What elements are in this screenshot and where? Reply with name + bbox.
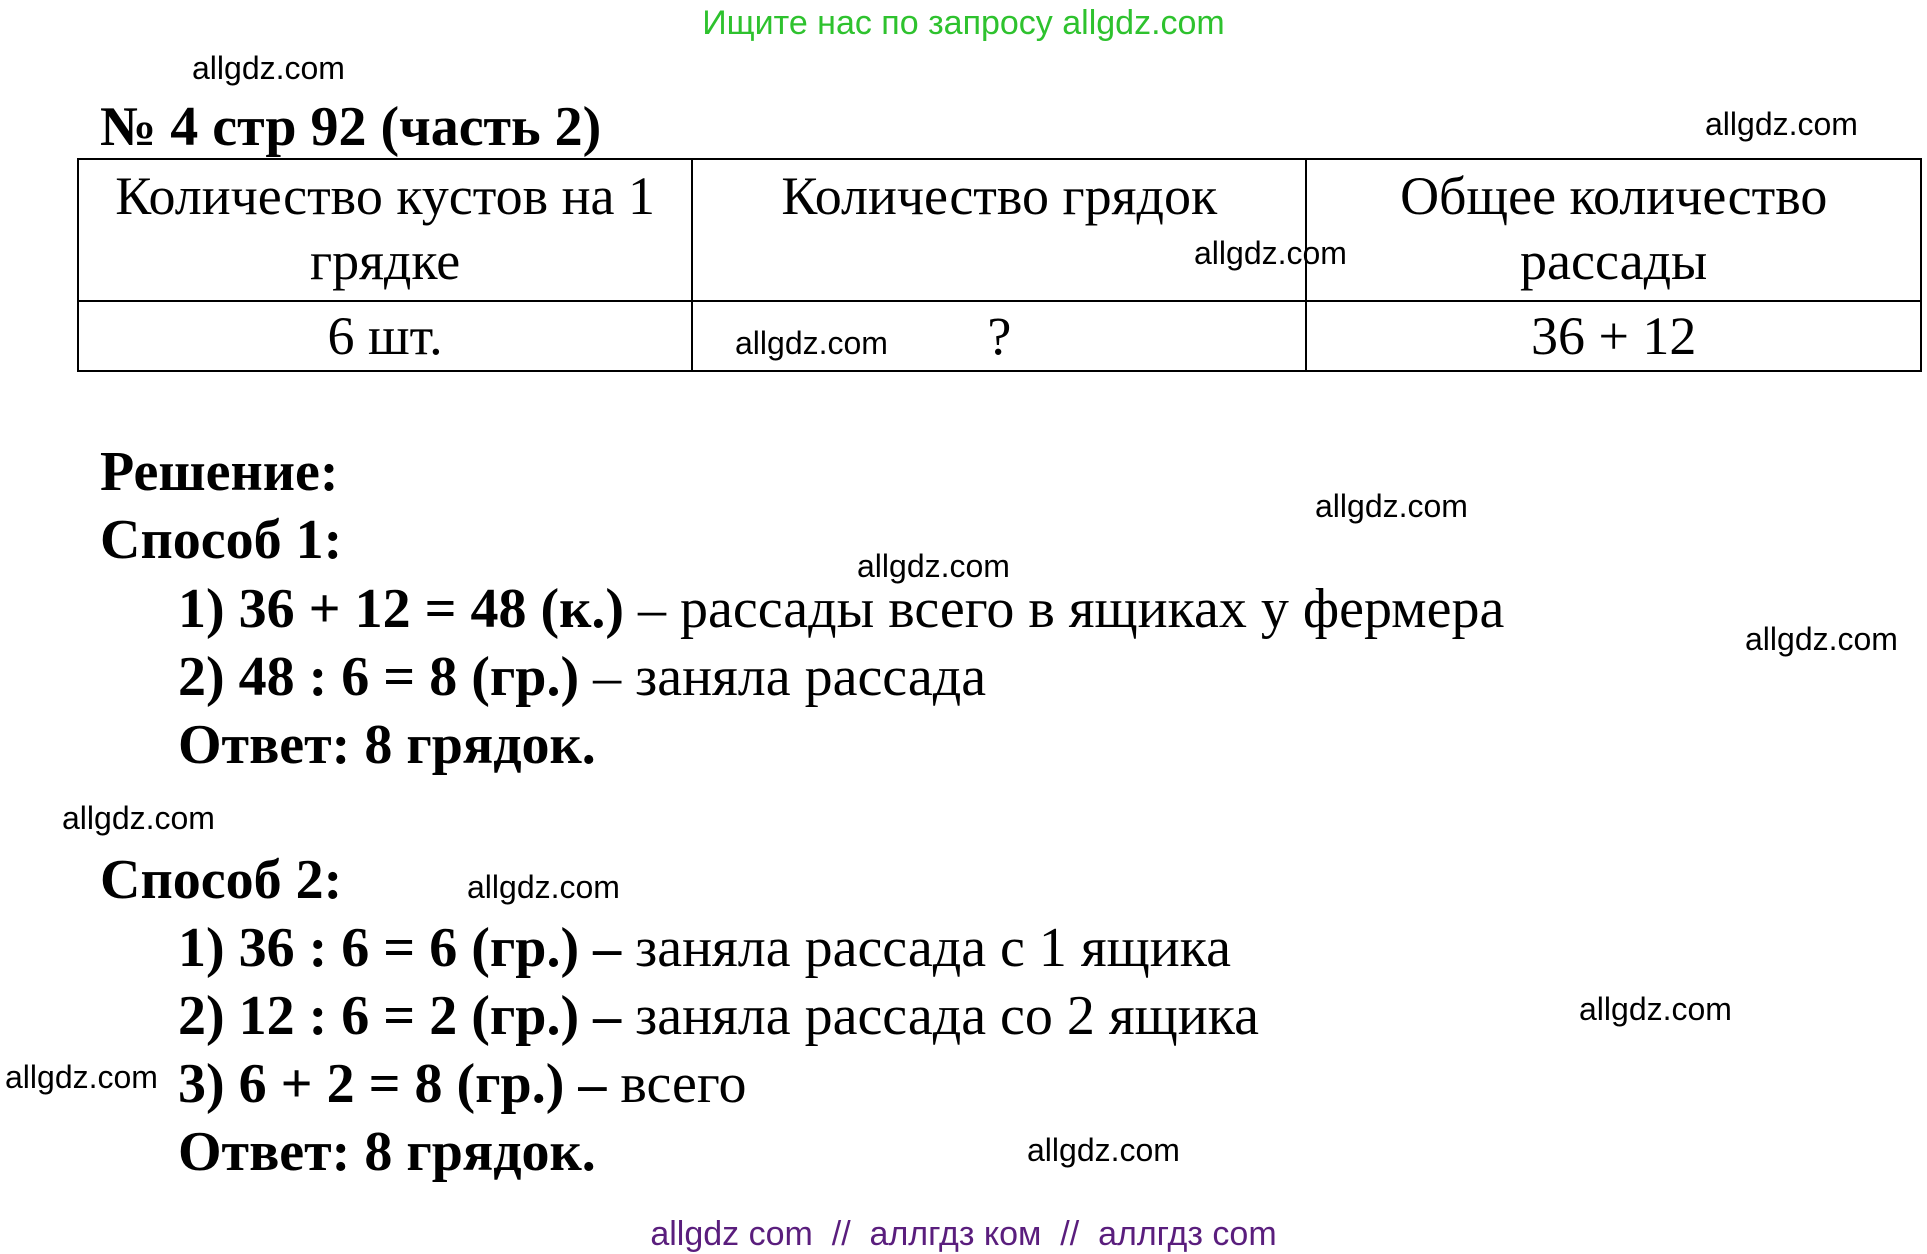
table-header-cell: Количество грядок bbox=[692, 159, 1306, 301]
problem-title: № 4 стр 92 (часть 2) bbox=[100, 96, 602, 158]
footer-links: allgdz com // аллгдз ком // аллгдз com bbox=[650, 1215, 1277, 1253]
method-1-answer: Ответ: 8 грядок. bbox=[178, 714, 596, 776]
method-2-step-2 bbox=[178, 984, 1259, 1048]
method-2-answer: Ответ: 8 грядок. bbox=[178, 1121, 596, 1183]
watermark: allgdz.com bbox=[1315, 488, 1468, 524]
watermark: allgdz.com bbox=[192, 50, 345, 86]
watermark: allgdz.com bbox=[1579, 991, 1732, 1027]
data-table bbox=[77, 158, 1922, 372]
watermark: allgdz.com bbox=[62, 800, 215, 836]
table-header-row bbox=[78, 159, 1921, 301]
step-number: 2) bbox=[178, 985, 225, 1047]
top-banner: Ищите нас по запросу allgdz.com bbox=[702, 4, 1225, 42]
step-expression: 36 + 12 = 48 (к.) bbox=[238, 578, 625, 640]
watermark: allgdz.com bbox=[857, 548, 1010, 584]
watermark: allgdz.com bbox=[1705, 106, 1858, 142]
step-expression: 36 : 6 = 6 (гр.) bbox=[238, 917, 580, 979]
method-2-heading: Способ 2: bbox=[100, 849, 343, 911]
method-1-heading: Способ 1: bbox=[100, 509, 343, 571]
watermark: allgdz.com bbox=[1027, 1132, 1180, 1168]
step-description: – рассады всего в ящиках у фермера bbox=[624, 578, 1505, 640]
step-dash: – bbox=[579, 917, 636, 979]
step-dash: – bbox=[579, 985, 636, 1047]
step-expression: 12 : 6 = 2 (гр.) bbox=[238, 985, 580, 1047]
step-description: заняла рассада со 2 ящика bbox=[635, 985, 1259, 1047]
step-description: – заняла рассада bbox=[579, 646, 987, 708]
method-2-step-3 bbox=[178, 1052, 746, 1116]
step-number: 1) bbox=[178, 917, 225, 979]
step-number: 1) bbox=[178, 578, 225, 640]
step-dash: – bbox=[564, 1053, 621, 1115]
method-1-step-2 bbox=[178, 645, 986, 709]
watermark: allgdz.com bbox=[1745, 621, 1898, 657]
table-cell: 6 шт. bbox=[78, 301, 692, 371]
method-2-step-1 bbox=[178, 916, 1231, 980]
watermark: allgdz.com bbox=[5, 1059, 158, 1095]
step-number: 2) bbox=[178, 646, 225, 708]
step-number: 3) bbox=[178, 1053, 225, 1115]
solution-heading: Решение: bbox=[100, 441, 339, 503]
table-header-cell: Количество кустов на 1 грядке bbox=[78, 159, 692, 301]
step-description: заняла рассада с 1 ящика bbox=[635, 917, 1231, 979]
table-cell: 36 + 12 bbox=[1306, 301, 1921, 371]
watermark: allgdz.com bbox=[1194, 235, 1347, 271]
step-expression: 6 + 2 = 8 (гр.) bbox=[238, 1053, 565, 1115]
step-expression: 48 : 6 = 8 (гр.) bbox=[238, 646, 580, 708]
table-row bbox=[78, 301, 1921, 371]
watermark: allgdz.com bbox=[735, 325, 888, 361]
table-cell: ? bbox=[692, 301, 1306, 371]
step-description: всего bbox=[620, 1053, 747, 1115]
watermark: allgdz.com bbox=[467, 869, 620, 905]
method-1-step-1 bbox=[178, 577, 1504, 641]
table-header-cell: Общее количество рассады bbox=[1306, 159, 1921, 301]
